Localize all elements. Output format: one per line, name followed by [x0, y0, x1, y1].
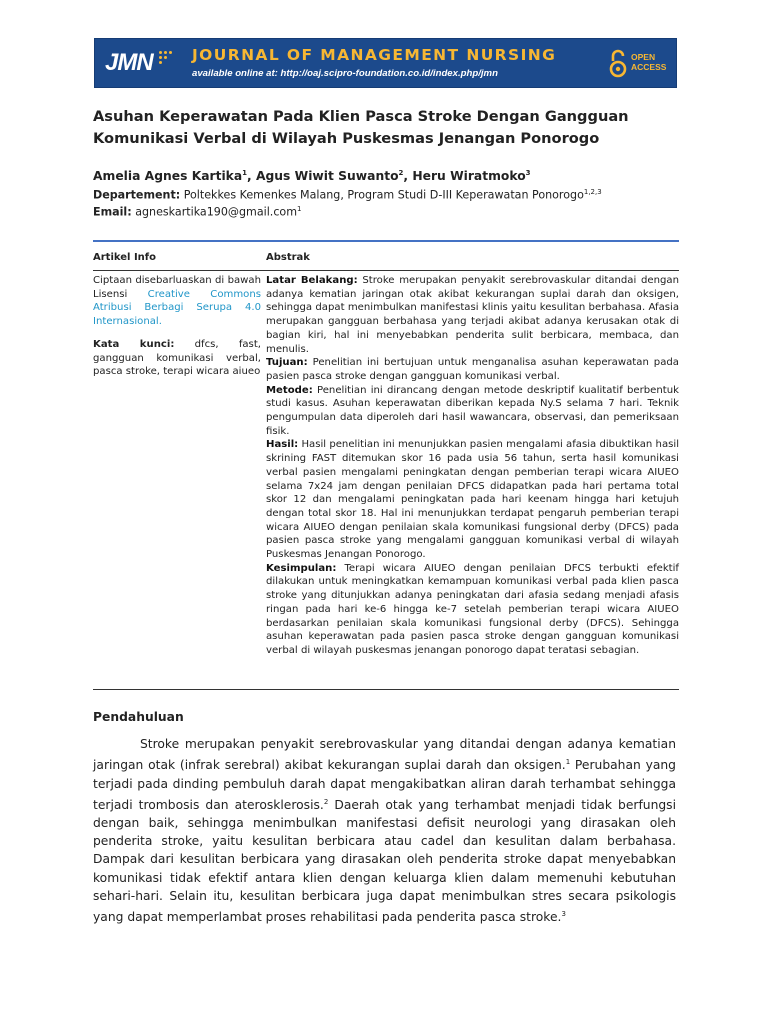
keywords: [93, 338, 261, 379]
open-access-label: [631, 52, 666, 72]
abstract-column: [266, 274, 679, 658]
license-note: [93, 274, 261, 329]
method-label: Metode:: [266, 384, 313, 396]
logo-dots-icon: [159, 51, 173, 65]
result-label: Hasil:: [266, 439, 299, 451]
email-line: [93, 205, 302, 219]
open-access-line2: ACCESS: [631, 62, 667, 72]
method-text: Penelitian ini dirancang dengan metode deskriptif kualitatif berbentuk studi kasus. Asuhan keperawatan diberikan kepada Ny.S selama 7 hari. Teknik pengumpulan data diperoleh dari hasil wawancara, observasi, dan pemeriksaan fisik.: [266, 384, 679, 437]
author-1-affil: 1: [242, 169, 248, 177]
open-access-icon: [609, 49, 627, 79]
author-3: Heru Wiratmoko: [412, 169, 526, 184]
author-sep: ,: [247, 169, 256, 184]
open-access-line1: OPEN: [631, 52, 656, 62]
keywords-label: Kata kunci:: [93, 338, 175, 350]
intro-text-3: Daerah otak yang terhambat menjadi tidak berfungsi dengan baik, sehingga menimbulkan manifestasi defisit neurologi yang dirasakan oleh penderita stroke, yaitu kesulitan berbicara atau cadel dan kesulitan dalam berbahasa. Dampak dari kesulitan berbicara yang dirasakan oleh penderita stroke dapat menyebabkan komunikasi tidak efektif antara klien dengan keluarga klien dalam memenuhi kebutuhan sehari-hari. Selain itu, kesulitan berbicara juga dapat menimbulkan stres secara psikologis yang dapat memperlambat proses rehabilitasi pada penderita pasca stroke.: [93, 797, 676, 925]
conclusion-text: Terapi wicara AIUEO dengan penilaian DFCS terbukti efektif dilakukan untuk meningkatkan kemampuan komunikasi verbal pada klien pasca stroke yang ditunjukkan adanya peningkatan dari afasia sedang menjadi afasis ringan pada hari ke-6 hingga ke-7 setelah pemberian terapi wicara AIUEO berdasarkan penilaian skala komunikasi fungsional derby (DFCS). Sehingga asuhan keperawatan pada pasien pasca stroke dengan gangguan komunikasi verbal di wilayah puskesmas jenangan ponorogo dapat teratasi sebagian.: [266, 562, 679, 656]
email-label: Email:: [93, 205, 132, 219]
article-title: Asuhan Keperawatan Pada Klien Pasca Stroke Dengan Gangguan Komunikasi Verbal di Wilayah Puskesmas Jenangan Ponorogo: [93, 108, 629, 147]
abstract-result: [266, 438, 679, 561]
keywords-value: dfcs, fast, gangguan komunikasi verbal, pasca stroke, terapi wicara aiueo: [93, 338, 261, 378]
license-text: Ciptaan disebarluaskan di bawah Lisensi: [93, 275, 261, 300]
journal-banner: [94, 38, 677, 88]
abstract-background: [266, 274, 679, 356]
citation-1[interactable]: 1: [565, 758, 571, 767]
email-affil: 1: [297, 205, 302, 213]
author-2: Agus Wiwit Suwanto: [255, 169, 399, 184]
result-text: Hasil penelitian ini menunjukkan pasien mengalami afasia dibuktikan hasil skrining FAST ditemukan skor 16 pada usia 56 tahun, serta hasil komunikasi verbal pasien mengalami peningkatan dengan pemberian terapi wicara AIUEO selama 7x24 jam dengan penilaian DFCS didapatkan pada hari pertama total skor 12 dan mengalami peningkatan pada hari keenam hingga hari ketujuh dengan total skor 18. Hal ini menunjukkan terdapat pengaruh pemberian terapi wicara AIUEO dengan penilaian skala komunikasi fungsional derby (DFCS) pada pasien pasca stroke yang mengalami gangguan komunikasi verbal di wilayah Puskesmas Jenangan Ponorogo.: [266, 439, 679, 561]
intro-text-2: Perubahan yang terjadi pada dinding pembuluh darah dapat mengakibatkan aliran darah terhambat sehingga terjadi trombosis dan aterosklerosis.: [93, 758, 676, 812]
article-info-header: Artikel Info: [93, 252, 157, 263]
aim-text: Penelitian ini bertujuan untuk menganalisa asuhan keperawatan pada pasien pasca stroke dengan gangguan komunikasi verbal.: [266, 357, 679, 382]
background-text: Stroke merupakan penyakit serebrovaskular ditandai dengan adanya kematian jaringan otak akibat kekurangan suplai darah dan oksigen, sehingga dapat menimbulkan manifestasi klinis yaitu kesulitan berbahasa. Afasia merupakan gangguan berbahasa yang terjadi akibat adanya kerusakan otak di bagian kiri, hal ini menyebabkan penderita sulit berbicara, membaca, dan menulis.: [266, 275, 680, 355]
abstract-header: Abstrak: [266, 252, 310, 263]
license-link[interactable]: Creative Commons Atribusi Berbagi Serupa 4.0 Internasional.: [93, 288, 261, 328]
intro-paragraph: [93, 735, 676, 926]
background-label: Latar Belakang:: [266, 275, 358, 286]
aim-label: Tujuan:: [266, 357, 308, 369]
department-line: [93, 188, 602, 202]
email-value[interactable]: agneskartika190@gmail.com: [131, 205, 298, 219]
author-2-affil: 2: [398, 169, 404, 177]
department-label: Departement:: [93, 188, 181, 202]
citation-3[interactable]: 3: [561, 910, 566, 919]
abstract-method: [266, 384, 679, 439]
abstract-aim: [266, 356, 679, 383]
section-heading: Pendahuluan: [93, 710, 184, 724]
journal-logo: [103, 47, 171, 81]
conclusion-label: Kesimpulan:: [266, 562, 337, 574]
table-header-rule: [93, 270, 679, 271]
author-1: Amelia Agnes Kartika: [93, 169, 243, 184]
citation-2[interactable]: 2: [323, 797, 329, 806]
author-sep: ,: [403, 169, 413, 184]
department-value: Poltekkes Kemenkes Malang, Program Studi D-III Keperawatan Ponorogo: [180, 188, 584, 202]
journal-name: JOURNAL OF MANAGEMENT NURSING: [192, 46, 557, 64]
abstract-conclusion: [266, 562, 679, 658]
table-bottom-rule: [93, 689, 679, 690]
table-top-rule: [93, 240, 679, 242]
department-affil: 1,2,3: [583, 188, 602, 196]
intro-text-1: Stroke merupakan penyakit serebrovaskular yang ditandai dengan adanya kematian jaringan otak (infrak serebral) akibat kekurangan suplai darah dan oksigen.: [93, 737, 676, 773]
author-3-affil: 3: [525, 169, 531, 177]
journal-url[interactable]: available online at: http://oaj.scipro-foundation.co.id/index.php/jmn: [192, 68, 498, 79]
logo-text: JMN: [105, 49, 153, 76]
article-info-column: [93, 274, 261, 379]
author-list: [93, 169, 531, 183]
